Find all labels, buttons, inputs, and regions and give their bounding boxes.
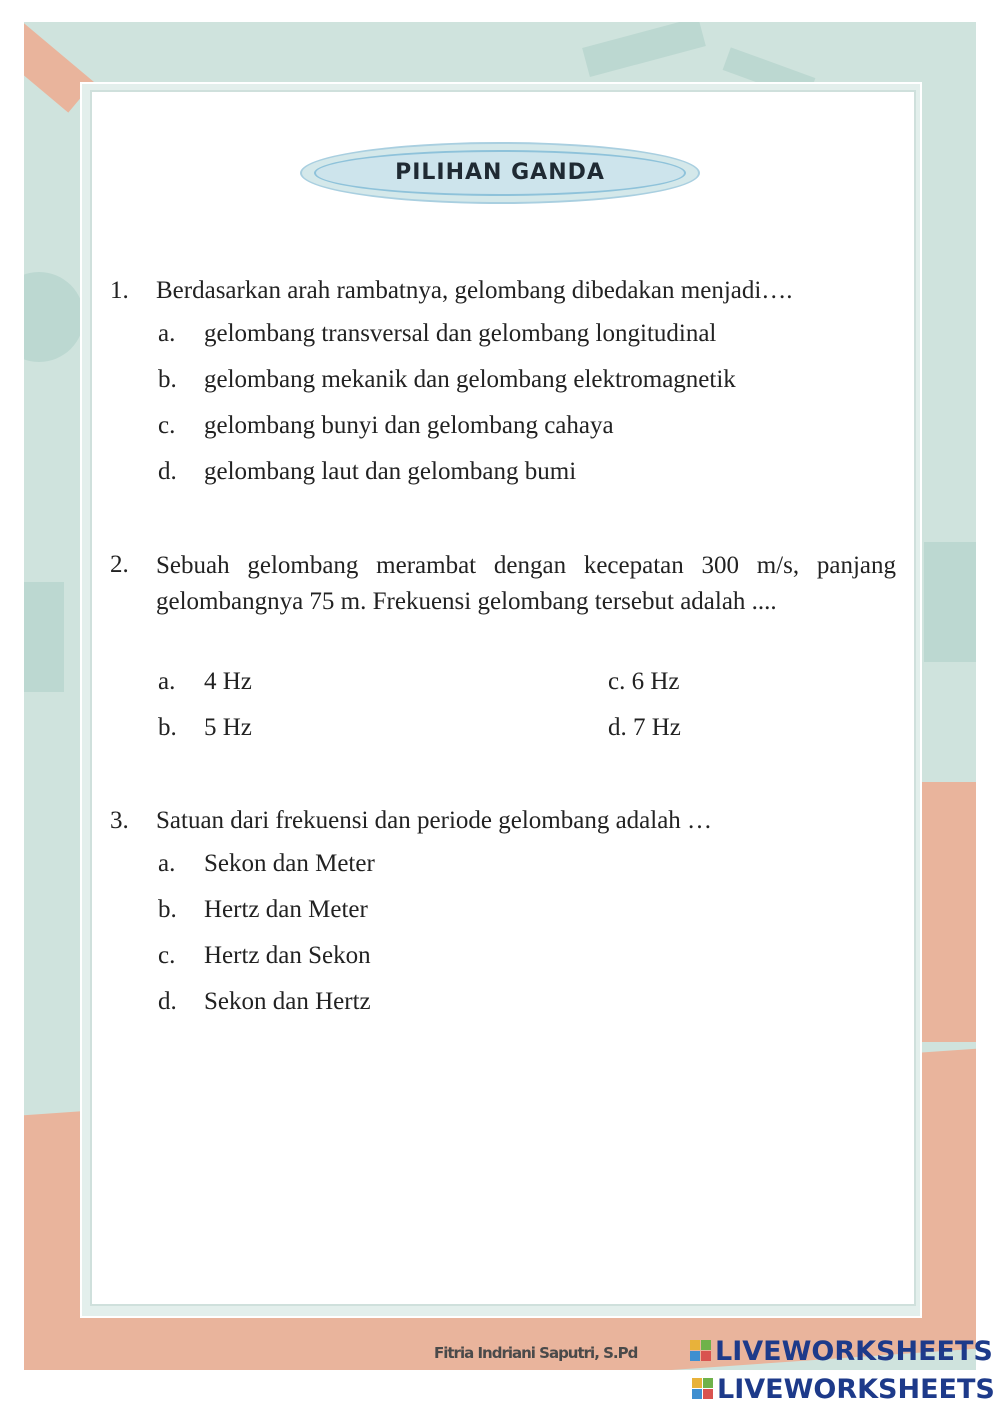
q1-option-a-label[interactable]: a. bbox=[158, 320, 176, 347]
question-3-text: Satuan dari frekuensi dan periode gelombang adalah … bbox=[156, 807, 713, 834]
q3-option-b-label[interactable]: b. bbox=[158, 896, 177, 923]
liveworksheets-logo-icon bbox=[690, 1340, 712, 1362]
q1-option-a-text[interactable]: gelombang transversal dan gelombang longitudinal bbox=[204, 320, 717, 347]
q2-option-b-label[interactable]: b. bbox=[158, 714, 177, 741]
section-title: PILIHAN GANDA bbox=[395, 160, 605, 185]
question-3-number: 3. bbox=[110, 807, 129, 834]
q1-option-d-text[interactable]: gelombang laut dan gelombang bumi bbox=[204, 458, 577, 485]
q1-option-b-label[interactable]: b. bbox=[158, 366, 177, 393]
worksheet-card bbox=[90, 90, 916, 1306]
question-2-number: 2. bbox=[110, 551, 129, 578]
q3-option-d-label[interactable]: d. bbox=[158, 988, 177, 1015]
q1-option-b-text[interactable]: gelombang mekanik dan gelombang elektromagnetik bbox=[204, 366, 736, 393]
q2-option-c[interactable]: c. 6 Hz bbox=[608, 668, 680, 695]
question-1-text: Berdasarkan arah rambatnya, gelombang dibedakan menjadi…. bbox=[156, 277, 793, 304]
question-1-number: 1. bbox=[110, 277, 129, 304]
question-2-text: Sebuah gelombang merambat dengan kecepatan 300 m/s, panjang gelombangnya 75 m. Frekuensi gelombang tersebut adalah .... bbox=[156, 552, 896, 615]
q3-option-a-text[interactable]: Sekon dan Meter bbox=[204, 850, 375, 877]
q2-option-a-text[interactable]: 4 Hz bbox=[204, 668, 252, 695]
q2-option-b-text[interactable]: 5 Hz bbox=[204, 714, 252, 741]
q1-option-c-text[interactable]: gelombang bunyi dan gelombang cahaya bbox=[204, 412, 614, 439]
liveworksheets-watermark-top: LIVEWORKSHEETS bbox=[690, 1336, 993, 1367]
q2-option-d[interactable]: d. 7 Hz bbox=[608, 714, 681, 741]
q3-option-a-label[interactable]: a. bbox=[158, 850, 176, 877]
q3-option-c-text[interactable]: Hertz dan Sekon bbox=[204, 942, 371, 969]
liveworksheets-watermark-bottom: LIVEWORKSHEETS bbox=[692, 1374, 995, 1405]
q3-option-c-label[interactable]: c. bbox=[158, 942, 176, 969]
author-credit: Fitria Indriani Saputri, S.Pd bbox=[434, 1344, 638, 1362]
liveworksheets-logo-icon bbox=[692, 1378, 714, 1400]
q3-option-d-text[interactable]: Sekon dan Hertz bbox=[204, 988, 371, 1015]
q3-option-b-text[interactable]: Hertz dan Meter bbox=[204, 896, 368, 923]
q2-option-a-label[interactable]: a. bbox=[158, 668, 176, 695]
q1-option-c-label[interactable]: c. bbox=[158, 412, 176, 439]
q1-option-d-label[interactable]: d. bbox=[158, 458, 177, 485]
